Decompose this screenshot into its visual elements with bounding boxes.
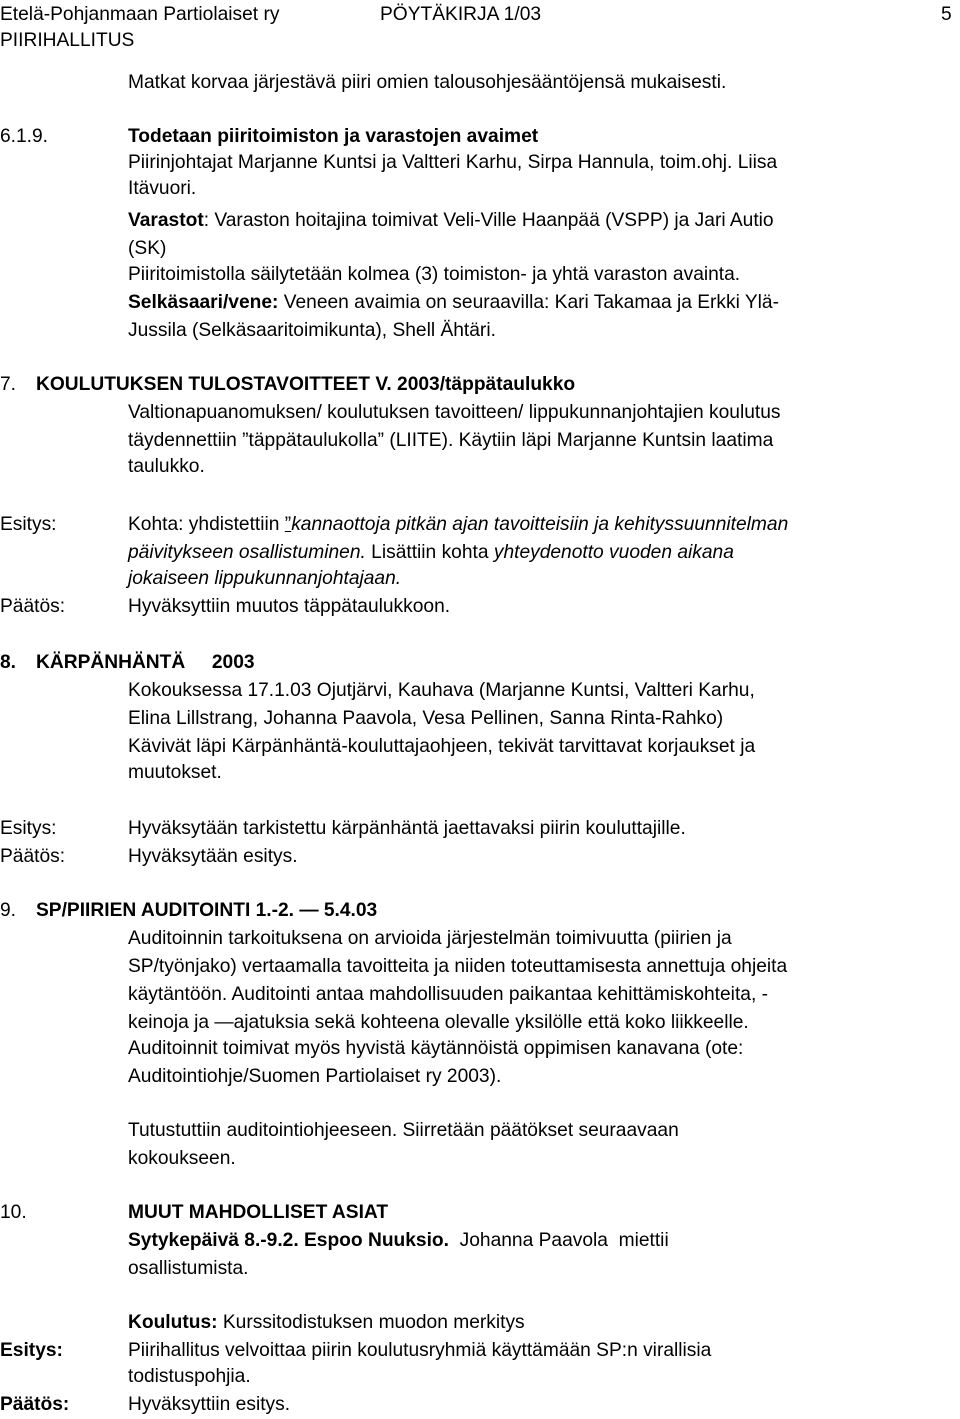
- esitys-label: Esitys:: [0, 514, 57, 535]
- section-number: 6.1.9.: [0, 126, 49, 147]
- text-line: SP/työnjako) vertaamalla tavoitteita ja niiden toteuttamisesta annettuja ohjeita: [128, 956, 788, 977]
- text-line: todistuspohjia.: [128, 1366, 251, 1387]
- section-number: 9.: [0, 900, 17, 921]
- subheading-label: Varastot: [128, 210, 204, 231]
- text-line: Auditointiohje/Suomen Partiolaiset ry 2003).: [128, 1066, 502, 1087]
- text-span-italic: yhteydenotto vuoden aikana: [493, 542, 734, 563]
- text-line: Auditoinnin tarkoituksena on arvioida järjestelmän toimivuutta (piirien ja: [128, 928, 732, 949]
- text-line: keinoja ja —ajatuksia sekä kohteena olevalle yksilölle että koko liikkeelle.: [128, 1012, 749, 1033]
- section-title: KÄRPÄNHÄNTÄ 2003: [36, 652, 255, 673]
- text-line: osallistumista.: [128, 1258, 249, 1279]
- text-span-italic: päivitykseen osallistuminen.: [128, 542, 366, 563]
- text-line: Hyväksyttiin muutos täppätaulukkoon.: [128, 596, 451, 617]
- text-line: (SK): [128, 238, 167, 259]
- text-span: Kurssitodistuksen muodon merkitys: [217, 1312, 525, 1333]
- section-number: 10.: [0, 1202, 27, 1223]
- section-title: Todetaan piiritoimiston ja varastojen avaimet: [128, 126, 539, 147]
- quote-mark: ”: [284, 514, 292, 535]
- subheading-label: Koulutus:: [128, 1312, 218, 1333]
- text-line: Matkat korvaa järjestävä piiri omien talousohjesääntöjensä mukaisesti.: [128, 72, 727, 93]
- text-line: Tutustuttiin auditointiohjeeseen. Siirretään päätökset seuraavaan: [128, 1120, 679, 1141]
- section-title: MUUT MAHDOLLISET ASIAT: [128, 1202, 389, 1223]
- text-span: Veneen avaimia on seuraavilla: Kari Takamaa ja Erkki Ylä-: [278, 292, 779, 313]
- paatos-label: Päätös:: [0, 1394, 70, 1415]
- text-line: [128, 290, 779, 316]
- section-title: SP/PIIRIEN AUDITOINTI 1.-2. — 5.4.03: [36, 900, 378, 921]
- subheading-label: Selkäsaari/vene:: [128, 292, 279, 313]
- text-line: muutokset.: [128, 762, 222, 783]
- text-line: Piiritoimistolla säilytetään kolmea (3) toimiston- ja yhtä varaston avainta.: [128, 264, 741, 285]
- header-page-number: 5: [941, 4, 952, 25]
- esitys-label: Esitys:: [0, 818, 57, 839]
- section-number: 7.: [0, 374, 17, 395]
- text-line: Hyväksytään esitys.: [128, 846, 298, 867]
- header-document-title: PÖYTÄKIRJA 1/03: [380, 4, 542, 25]
- text-line: [128, 540, 734, 566]
- text-line: käytäntöön. Auditointi antaa mahdollisuuden paikantaa kehittämiskohteita, -: [128, 984, 768, 1005]
- text-line: jokaiseen lippukunnanjohtajaan.: [128, 568, 402, 589]
- text-span: Johanna Paavola miettii: [448, 1230, 669, 1251]
- text-line: Hyväksyttiin esitys.: [128, 1394, 291, 1415]
- text-span: Lisättiin kohta: [365, 542, 494, 563]
- text-line: [128, 512, 788, 538]
- text-line: Kokouksessa 17.1.03 Ojutjärvi, Kauhava (Marjanne Kuntsi, Valtteri Karhu,: [128, 680, 755, 701]
- section-number: 8.: [0, 652, 17, 673]
- text-line: Elina Lillstrang, Johanna Paavola, Vesa Pellinen, Sanna Rinta-Rahko): [128, 708, 724, 729]
- header-body: PIIRIHALLITUS: [0, 30, 135, 51]
- paatos-label: Päätös:: [0, 596, 66, 617]
- paatos-label: Päätös:: [0, 846, 66, 867]
- text-line: Kävivät läpi Kärpänhäntä-kouluttajaohjeen, tekivät tarvittavat korjaukset ja: [128, 736, 756, 757]
- text-line: Jussila (Selkäsaaritoimikunta), Shell Ähtäri.: [128, 320, 496, 341]
- text-line: Hyväksytään tarkistettu kärpänhäntä jaettavaksi piirin kouluttajille.: [128, 818, 686, 839]
- text-line: Itävuori.: [128, 178, 197, 199]
- text-line: Auditoinnit toimivat myös hyvistä käytännöistä oppimisen kanavana (ote:: [128, 1038, 744, 1059]
- text-line: [128, 1228, 669, 1254]
- text-span-italic: kannaottoja pitkän ajan tavoitteisiin ja kehityssuunnitelman: [291, 514, 789, 535]
- text-line: [128, 208, 774, 234]
- text-line: Valtionapuanomuksen/ koulutuksen tavoitteen/ lippukunnanjohtajien koulutus: [128, 402, 781, 423]
- section-title: KOULUTUKSEN TULOSTAVOITTEET V. 2003/täppätaulukko: [36, 374, 576, 395]
- text-line: taulukko.: [128, 456, 205, 477]
- header-organization: Etelä-Pohjanmaan Partiolaiset ry: [0, 4, 280, 25]
- text-span: : Varaston hoitajina toimivat Veli-Ville Haanpää (VSPP) ja Jari Autio: [203, 210, 774, 231]
- esitys-label: Esitys:: [0, 1340, 63, 1361]
- page-header: [0, 0, 960, 60]
- text-line: Piirinjohtajat Marjanne Kuntsi ja Valtteri Karhu, Sirpa Hannula, toim.ohj. Liisa: [128, 152, 778, 173]
- text-span: Kohta: yhdistettiin: [128, 514, 285, 535]
- subheading-label: Sytykepäivä 8.-9.2. Espoo Nuuksio.: [128, 1230, 449, 1251]
- text-line: kokoukseen.: [128, 1148, 236, 1169]
- text-line: Piirihallitus velvoittaa piirin koulutusryhmiä käyttämään SP:n virallisia: [128, 1340, 712, 1361]
- text-line: [128, 1310, 525, 1336]
- text-line: täydennettiin ”täppätaulukolla” (LIITE). Käytiin läpi Marjanne Kuntsin laatima: [128, 430, 774, 451]
